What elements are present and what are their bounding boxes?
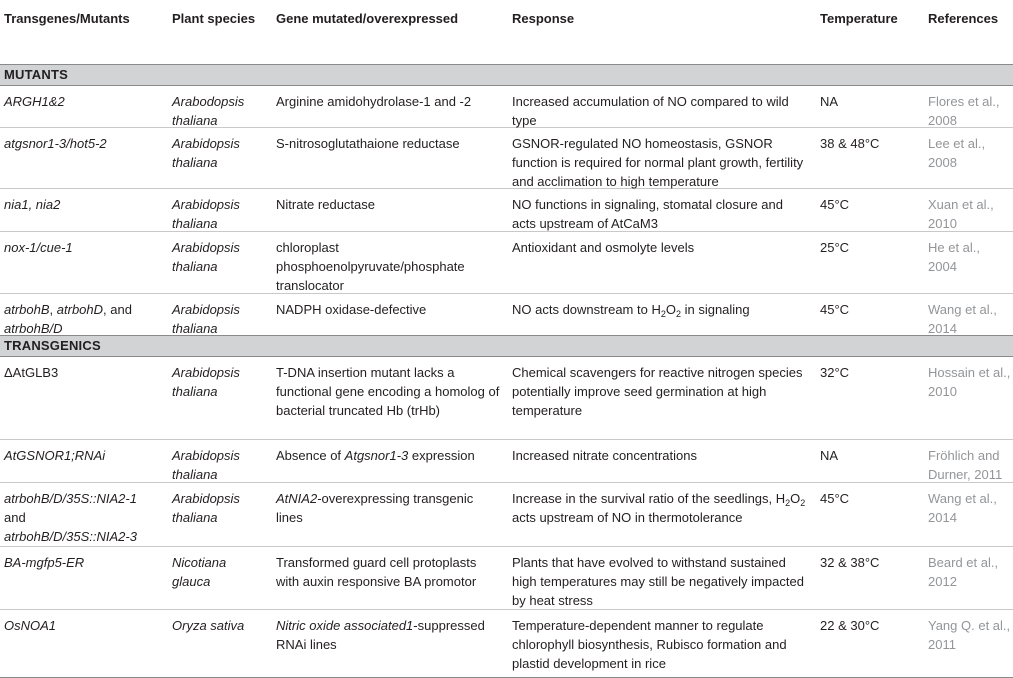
row-response: Temperature-dependent manner to regulate chlorophyll biosynthesis, Rubisco formation and plastid development in rice	[512, 618, 787, 671]
row-gene: Nitrate reductase	[276, 197, 375, 212]
row-reference: Beard et al., 2012	[928, 555, 999, 589]
row-reference: Fröhlich and Durner, 2011	[928, 448, 1003, 482]
row-name: OsNOA1	[4, 618, 57, 633]
row-temperature: NA	[820, 94, 839, 109]
header-transgenes-mutants: Transgenes/Mutants	[4, 11, 130, 26]
row-gene: chloroplast phosphoenolpyruvate/phosphate translocator	[276, 240, 465, 293]
row-gene: Absence of Atgsnor1-3 expression	[276, 448, 475, 463]
row-reference: Yang Q. et al., 2011	[928, 618, 1011, 652]
header-references: References	[928, 11, 999, 26]
section-transgenics	[0, 336, 1013, 357]
table-row	[0, 86, 1013, 128]
row-temperature: 32°C	[820, 365, 850, 380]
row-response: Chemical scavengers for reactive nitrogen species potentially improve seed germination at high temperature	[512, 365, 803, 418]
row-reference: Hossain et al., 2010	[928, 365, 1011, 399]
row-response: Increased accumulation of NO compared to wild type	[512, 94, 789, 128]
table-row	[0, 610, 1013, 678]
row-reference: Xuan et al., 2010	[928, 197, 994, 231]
row-species: Arabidopsis thaliana	[172, 448, 240, 482]
table-row	[0, 357, 1013, 440]
row-gene: NADPH oxidase-defective	[276, 302, 427, 317]
table-row	[0, 128, 1013, 189]
row-species: Oryza sativa	[172, 618, 245, 633]
row-temperature: 45°C	[820, 302, 850, 317]
row-species: Nicotiana glauca	[172, 555, 227, 589]
row-species: Arabidopsis thaliana	[172, 240, 240, 274]
row-temperature: 45°C	[820, 197, 850, 212]
row-temperature: NA	[820, 448, 839, 463]
row-name: nox-1/cue-1	[4, 240, 73, 255]
row-species: Arabidopsis thaliana	[172, 197, 240, 231]
row-gene: Transformed guard cell protoplasts with auxin responsive BA promotor	[276, 555, 477, 589]
table-row	[0, 440, 1013, 483]
row-response: NO acts downstream to $H_2O_2$ in signaling	[512, 302, 750, 319]
row-gene: S-nitrosoglutathaione reductase	[276, 136, 460, 151]
row-response: GSNOR-regulated NO homeostasis, GSNOR function is required for normal plant growth, fertility and acclimation to high temperature	[512, 136, 804, 189]
row-response: Plants that have evolved to withstand sustained high temperatures may still be negatively impacted by heat stress	[512, 555, 804, 608]
row-reference: Flores et al., 2008	[928, 94, 1000, 128]
row-temperature: 22 & 30°C	[820, 618, 880, 633]
header-temperature: Temperature	[820, 11, 898, 26]
row-response: NO functions in signaling, stomatal closure and acts upstream of AtCaM3	[512, 197, 783, 231]
row-species: Arabidopsis thaliana	[172, 302, 240, 336]
row-species: Arabodopsis thaliana	[172, 94, 245, 128]
row-name: ARGH1&2	[4, 94, 65, 109]
row-species: Arabidopsis thaliana	[172, 365, 240, 399]
section-transgenics-label: TRANSGENICS	[4, 338, 101, 353]
table-header	[0, 0, 1013, 65]
row-temperature: 25°C	[820, 240, 850, 255]
row-name: atgsnor1-3/hot5-2	[4, 136, 107, 151]
row-gene: Arginine amidohydrolase-1 and -2	[276, 94, 472, 109]
table-row	[0, 294, 1013, 336]
row-response: Increased nitrate concentrations	[512, 448, 697, 463]
table-row	[0, 547, 1013, 610]
row-reference: Lee et al., 2008	[928, 136, 986, 170]
row-species: Arabidopsis thaliana	[172, 136, 240, 170]
row-response: Antioxidant and osmolyte levels	[512, 240, 695, 255]
row-name: AtGSNOR1;RNAi	[4, 448, 106, 463]
header-plant-species: Plant species	[172, 11, 256, 26]
row-temperature: 32 & 38°C	[820, 555, 880, 570]
table-row	[0, 483, 1013, 547]
row-name: atrbohB, atrbohD, and atrbohB/D	[4, 302, 132, 336]
table-row	[0, 189, 1013, 232]
row-name: atrbohB/D/35S::NIA2-1 and atrbohB/D/35S::NIA2-3	[4, 491, 137, 544]
row-reference: Wang et al., 2014	[928, 302, 997, 336]
section-mutants	[0, 65, 1013, 86]
row-reference: Wang et al., 2014	[928, 491, 997, 525]
header-gene: Gene mutated/overexpressed	[276, 11, 459, 26]
row-temperature: 38 & 48°C	[820, 136, 880, 151]
section-mutants-label: MUTANTS	[4, 67, 68, 82]
header-response: Response	[512, 11, 575, 26]
row-gene: AtNIA2-overexpressing transgenic lines	[276, 491, 474, 525]
row-reference: He et al., 2004	[928, 240, 981, 274]
row-temperature: 45°C	[820, 491, 850, 506]
row-name: nia1, nia2	[4, 197, 61, 212]
table-row	[0, 232, 1013, 294]
row-name: BA-mgfp5-ER	[4, 555, 85, 570]
row-response: Increase in the survival ratio of the seedlings, $H_2O_2$ acts upstream of NO in thermotolerance	[512, 491, 806, 525]
row-gene: Nitric oxide associated1-suppressed RNAi lines	[276, 618, 485, 652]
row-species: Arabidopsis thaliana	[172, 491, 240, 525]
row-name: ΔAtGLB3	[4, 365, 59, 380]
row-gene: T-DNA insertion mutant lacks a functional gene encoding a homolog of bacterial truncated Hb (trHb)	[276, 365, 500, 418]
